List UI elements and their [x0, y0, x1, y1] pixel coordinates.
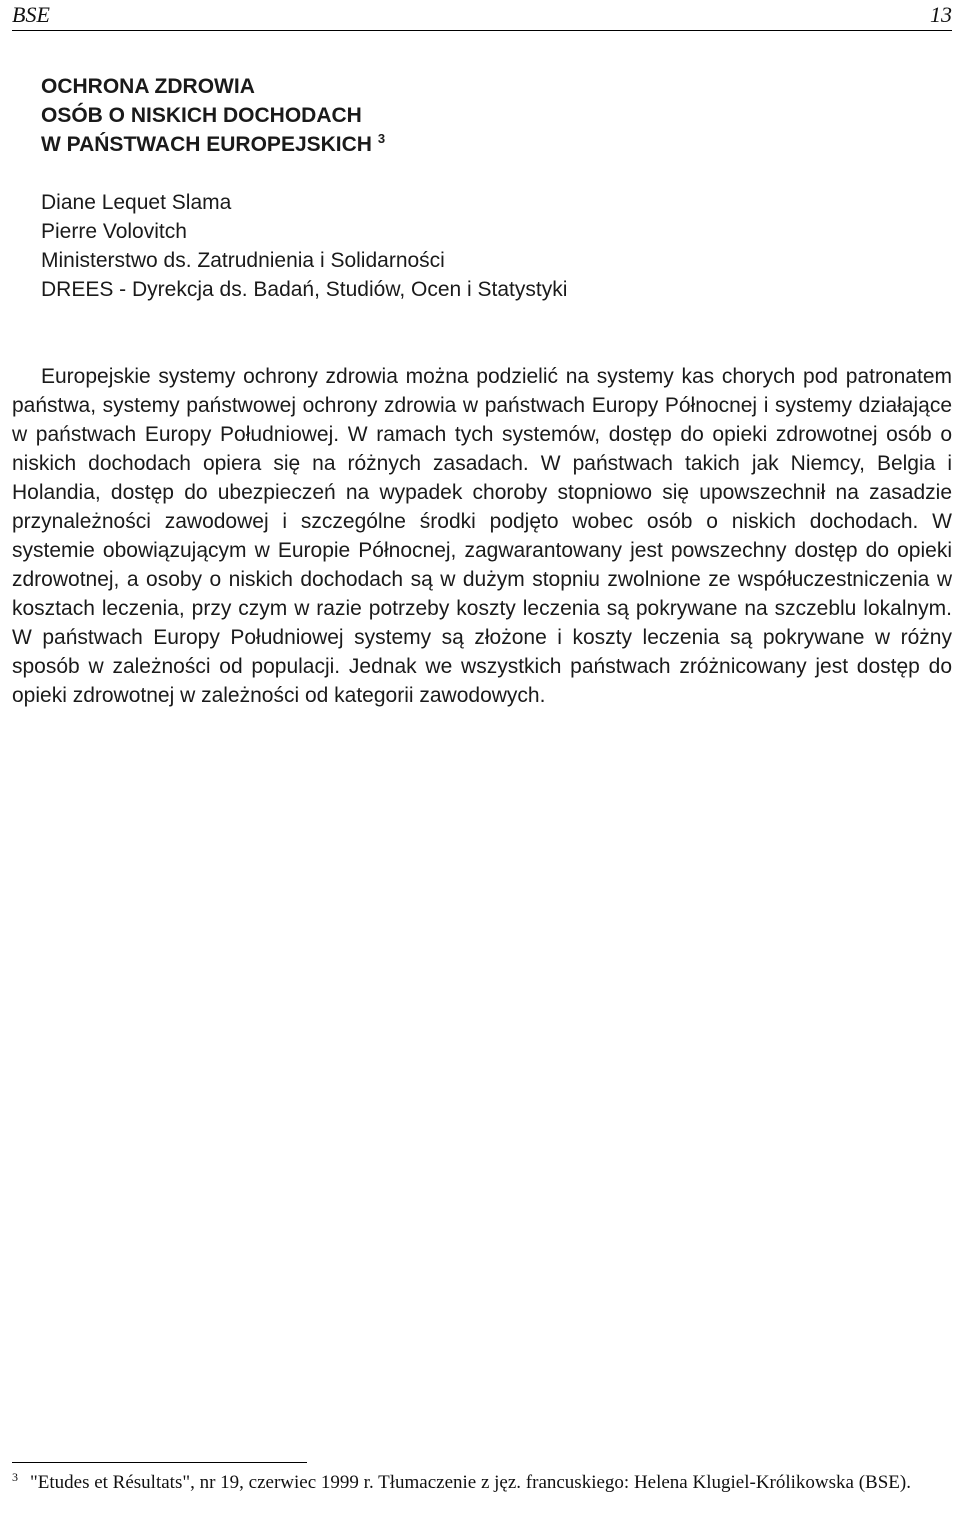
- article-title: [41, 72, 385, 159]
- footnote-divider: [12, 1462, 307, 1463]
- title-line-1: OCHRONA ZDROWIA: [41, 75, 255, 98]
- author-1: Diane Lequet Slama: [41, 191, 232, 214]
- title-line-3: [41, 130, 385, 159]
- article-body: [12, 362, 952, 710]
- affiliation-ministry: Ministerstwo ds. Zatrudnienia i Solidarności: [41, 249, 445, 272]
- footnote-number: 3: [12, 1470, 18, 1484]
- footnote-text: "Etudes et Résultats", nr 19, czerwiec 1999 r. Tłumaczenie z jęz. francuskiego: Helena Klugiel-Królikowska (BSE).: [30, 1472, 911, 1493]
- title-footnote-ref: 3: [377, 131, 386, 146]
- header-page-number: 13: [930, 2, 952, 27]
- title-line-3-text: W PAŃSTWACH EUROPEJSKICH: [41, 133, 372, 156]
- author-2: Pierre Volovitch: [41, 220, 187, 243]
- page-header: [12, 0, 952, 31]
- header-journal-abbrev: BSE: [12, 2, 50, 27]
- footnote: [12, 1470, 952, 1496]
- body-paragraph: Europejskie systemy ochrony zdrowia można podzielić na systemy kas chorych pod patronatem państwa, systemy państwowej ochrony zdrowia w państwach Europy Północnej i systemy działające w państwach Europy Południowej. W ramach tych systemów, dostęp do opieki zdrowotnej osób o niskich dochodach opiera się na różnych zasadach. W państwach takich jak Niemcy, Belgia i Holandia, dostęp do ubezpieczeń na wypadek choroby stopniowo się upowszechnił na zasadzie przynależności zawodowej i szczególne środki podjęto wobec osób o niskich dochodach. W systemie obowiązującym w Europie Północnej, zagwarantowany jest powszechny dostęp do opieki zdrowotnej, a osoby o niskich dochodach są w dużym stopniu zwolnione ze współuczestniczenia w kosztach leczenia, przy czym w razie potrzeby koszty leczenia są pokrywane na szczeblu lokalnym. W państwach Europy Południowej systemy są złożone i koszty leczenia są pokrywane w różny sposób w zależności od populacji. Jednak we wszystkich państwach zróżnicowany jest dostęp do opieki zdrowotnej w zależności od kategorii zawodowych.: [12, 365, 952, 707]
- authors-block: [41, 188, 567, 304]
- title-line-2: OSÓB O NISKICH DOCHODACH: [41, 104, 362, 127]
- affiliation-directorate: DREES - Dyrekcja ds. Badań, Studiów, Ocen i Statystyki: [41, 278, 568, 301]
